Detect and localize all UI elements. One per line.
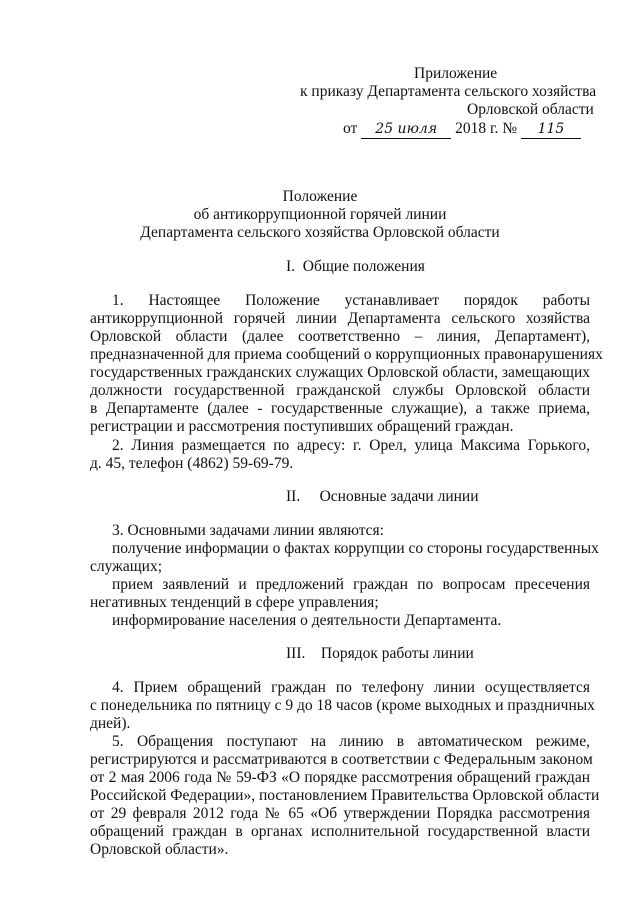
paragraph-line: информирование населения о деятельности Департамента.: [112, 612, 502, 629]
paragraph-line: дней).: [90, 715, 131, 732]
paragraph-line: антикоррупционной горячей линии Департамента сельского хозяйства: [90, 310, 590, 327]
paragraph-line: негативных тенденций в сфере управления;: [90, 594, 379, 611]
paragraph-line: Орловской области (далее соответственно – линия, Департамент),: [90, 328, 590, 345]
paragraph-line: от 29 февраля 2012 года № 65 «Об утверждении Порядка рассмотрения: [90, 805, 590, 822]
order-date-line: [343, 120, 581, 139]
paragraph-line: прием заявлений и предложений граждан по вопросам пресечения: [112, 576, 590, 593]
doc-subtitle-2: Департамента сельского хозяйства Орловской области: [140, 224, 500, 241]
handwritten-date: 25 июля: [361, 120, 451, 139]
paragraph-line: 5. Обращения поступают на линию в автоматическом режиме,: [112, 733, 590, 750]
paragraph-line: 2. Линия размещается по адресу: г. Орел, улица Максима Горького,: [112, 437, 590, 454]
section-heading-2: II. Основные задачи линии: [286, 488, 479, 505]
handwritten-number: 115: [521, 120, 581, 139]
date-prefix: от: [343, 120, 358, 137]
paragraph-line: в Департаменте (далее - государственные служащие), а также приема,: [90, 400, 590, 417]
doc-subtitle-1: об антикоррупционной горячей линии: [193, 206, 447, 223]
paragraph-line: регистрируются и рассматриваются в соответствии с Федеральным законом: [90, 751, 593, 768]
appendix-label: Приложение: [414, 65, 498, 82]
paragraph-line: 4. Прием обращений граждан по телефону линии осуществляется: [112, 679, 590, 696]
number-prefix: №: [502, 120, 518, 137]
paragraph-line: от 2 мая 2006 года № 59-ФЗ «О порядке рассмотрения обращений граждан: [90, 769, 590, 786]
paragraph-line: служащих;: [90, 558, 163, 575]
paragraph-line: должности государственной гражданской службы Орловской области: [90, 382, 590, 399]
doc-title: Положение: [282, 188, 358, 205]
paragraph-line: государственных гражданских служащих Орловской области, замещающих: [90, 364, 590, 381]
region-label: Орловской области: [467, 101, 594, 118]
order-reference: к приказу Департамента сельского хозяйства: [300, 83, 597, 100]
paragraph-line: получение информации о фактах коррупции со стороны государственных: [112, 540, 599, 557]
paragraph-line: 1. Настоящее Положение устанавливает порядок работы: [112, 292, 590, 309]
date-year: 2018 г.: [455, 120, 499, 137]
section-heading-3: III. Порядок работы линии: [286, 645, 474, 662]
paragraph-line: Орловской области».: [90, 841, 229, 858]
paragraph-line: Российской Федерации», постановлением Правительства Орловской области: [90, 787, 600, 804]
paragraph-line: обращений граждан в органах исполнительной государственной власти: [90, 823, 590, 840]
paragraph-line: д. 45, телефон (4862) 59-69-79.: [90, 455, 294, 472]
section-heading-1: I. Общие положения: [286, 258, 425, 275]
paragraph-line: с понедельника по пятницу с 9 до 18 часов (кроме выходных и праздничных: [90, 697, 595, 714]
paragraph-line: 3. Основными задачами линии являются:: [112, 522, 384, 539]
paragraph-line: регистрации и рассмотрения поступивших обращений граждан.: [90, 418, 514, 435]
paragraph-line: предназначенной для приема сообщений о коррупционных правонарушениях: [90, 346, 603, 363]
